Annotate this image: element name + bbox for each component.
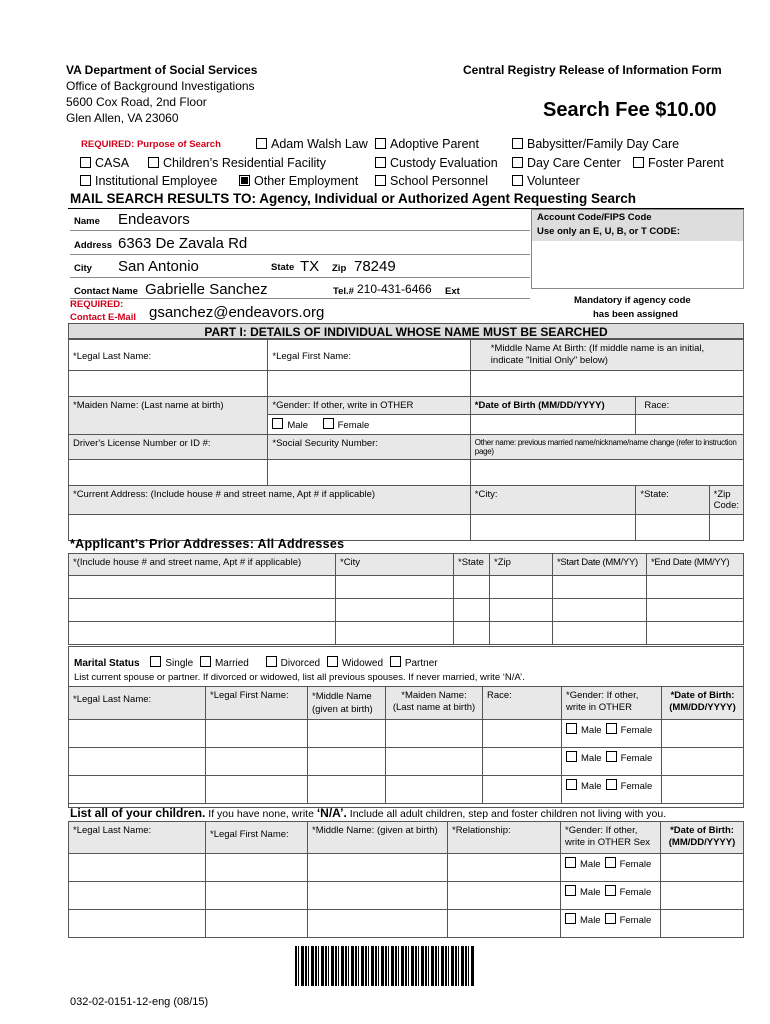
partner-label: Partner — [404, 658, 438, 669]
name-label: Name — [74, 216, 100, 227]
spouse-cell[interactable] — [206, 776, 308, 804]
divider — [70, 254, 530, 255]
checkbox[interactable] — [633, 157, 644, 168]
spouse-cell[interactable] — [662, 720, 744, 748]
child-first-label: *Legal First Name: — [206, 822, 308, 854]
marital-status-row — [74, 656, 438, 669]
search-fee: Search Fee $10.00 — [543, 99, 717, 121]
state-value[interactable]: TX — [300, 258, 320, 275]
checkbox[interactable] — [256, 138, 267, 149]
option-babysitter[interactable]: Babysitter/Family Day Care — [512, 137, 679, 151]
child-gender-label: *Gender: If other, write in OTHER Sex — [561, 822, 661, 854]
checkbox[interactable] — [375, 138, 386, 149]
checkbox[interactable] — [80, 157, 91, 168]
child-cell[interactable] — [661, 910, 744, 938]
prior-cell[interactable] — [69, 576, 336, 599]
spouse-cell[interactable] — [386, 776, 483, 804]
city-label-p1: *City: — [470, 486, 636, 515]
prior-cell[interactable] — [647, 576, 744, 599]
child-gender-cell — [561, 854, 661, 882]
prior-end-label: *End Date (MM/YY) — [647, 554, 744, 576]
child-cell[interactable] — [661, 854, 744, 882]
ssn-label: *Social Security Number: — [268, 435, 470, 460]
male-label: Male — [581, 781, 602, 792]
checkbox[interactable] — [80, 175, 91, 186]
child-middle-label: *Middle Name: (given at birth) — [308, 822, 448, 854]
spouse-dob-label: *Date of Birth: (MM/DD/YYYY) — [662, 687, 744, 720]
account-code-field[interactable] — [531, 209, 744, 289]
spouse-cell[interactable] — [206, 748, 308, 776]
male-label: Male — [581, 753, 602, 764]
prior-cell[interactable] — [336, 576, 454, 599]
mandatory-note-1: Mandatory if agency code — [574, 295, 691, 306]
female-checkbox[interactable] — [605, 857, 616, 868]
checkbox[interactable] — [512, 138, 523, 149]
female-label: Female — [619, 859, 652, 870]
prior-state-label: *State — [454, 554, 490, 576]
female-label: Female — [620, 753, 653, 764]
contact-value[interactable]: Gabrielle Sanchez — [145, 281, 268, 298]
ssn-field[interactable] — [268, 460, 470, 486]
address-line-2: Glen Allen, VA 23060 — [66, 111, 179, 125]
children-heading: List all of your children. If you have none, write ‘N/A’. Include all adult children, step and foster children not living with you. — [70, 806, 667, 820]
spouse-middle-label: *Middle Name (given at birth) — [308, 687, 386, 720]
ext-label: Ext — [445, 286, 460, 297]
spouse-cell[interactable] — [308, 776, 386, 804]
city-label: City — [74, 263, 92, 274]
part1-heading: PART I: DETAILS OF INDIVIDUAL WHOSE NAME MUST BE SEARCHED — [68, 323, 744, 339]
spouse-cell[interactable] — [206, 720, 308, 748]
spouse-gender-cell — [562, 776, 662, 804]
spouse-cell[interactable] — [69, 776, 206, 804]
spouse-cell[interactable] — [386, 748, 483, 776]
female-label: Female — [337, 420, 370, 431]
option-school[interactable]: School Personnel — [375, 174, 488, 188]
prior-cell[interactable] — [454, 599, 490, 622]
spouse-gender-label: *Gender: If other, write in OTHER — [562, 687, 662, 720]
partner-checkbox[interactable] — [390, 656, 401, 667]
spouse-cell[interactable] — [386, 720, 483, 748]
part1-table — [68, 339, 744, 541]
prior-cell[interactable] — [647, 622, 744, 645]
divider — [70, 298, 530, 299]
child-cell[interactable] — [448, 854, 561, 882]
divorced-checkbox[interactable] — [266, 656, 277, 667]
male-checkbox[interactable] — [566, 751, 577, 762]
prior-zip-label: *Zip — [490, 554, 553, 576]
male-label: Male — [581, 725, 602, 736]
prior-cell[interactable] — [336, 599, 454, 622]
male-checkbox[interactable] — [565, 885, 576, 896]
prior-cell[interactable] — [647, 599, 744, 622]
male-checkbox[interactable] — [566, 723, 577, 734]
zip-label-p1: *Zip Code: — [709, 486, 743, 515]
tel-value[interactable]: 210-431-6466 — [357, 282, 432, 296]
prior-cell[interactable] — [69, 622, 336, 645]
account-code-label: Account Code/FIPS Code — [537, 212, 652, 223]
middle-birth-field[interactable] — [470, 371, 743, 397]
child-cell[interactable] — [308, 882, 448, 910]
child-relationship-label: *Relationship: — [448, 822, 561, 854]
prior-cell[interactable] — [454, 576, 490, 599]
child-gender-cell — [561, 882, 661, 910]
prior-start-label: *Start Date (MM/YY) — [553, 554, 647, 576]
legal-last-field[interactable] — [69, 371, 268, 397]
female-checkbox[interactable] — [606, 751, 617, 762]
option-institutional[interactable]: Institutional Employee — [80, 174, 217, 188]
mail-heading: MAIL SEARCH RESULTS TO: Agency, Individual or Authorized Agent Requesting Search — [70, 191, 637, 206]
widowed-label: Widowed — [341, 658, 384, 669]
male-label: Male — [580, 859, 601, 870]
legal-first-label: *Legal First Name: — [268, 340, 470, 371]
prior-cell[interactable] — [69, 599, 336, 622]
male-label: Male — [580, 887, 601, 898]
marital-note: List current spouse or partner. If divorced or widowed, list all previous spouses. If never married, write ‘N/A’. — [74, 672, 525, 683]
married-checkbox[interactable] — [200, 656, 211, 667]
child-gender-cell — [561, 910, 661, 938]
child-cell[interactable] — [69, 882, 206, 910]
zip-label: Zip — [332, 263, 347, 274]
email-label: Contact E-Mail — [70, 312, 136, 323]
license-field[interactable] — [69, 460, 268, 486]
middle-birth-label: *Middle Name At Birth: (If middle name is an initial, indicate "Initial Only" below) — [470, 340, 743, 371]
dob-label: *Date of Birth (MM/DD/YYYY) — [470, 397, 636, 415]
female-label: Female — [620, 781, 653, 792]
checkbox[interactable] — [512, 157, 523, 168]
purpose-required-label: REQUIRED: Purpose of Search — [81, 139, 221, 150]
spouse-gender-cell — [562, 720, 662, 748]
form-title: Central Registry Release of Information Form — [463, 63, 722, 77]
spouse-race-label: Race: — [483, 687, 562, 720]
email-required-label: REQUIRED: — [70, 299, 124, 310]
spouse-last-label: *Legal Last Name: — [69, 687, 206, 720]
agency-name: VA Department of Social Services — [66, 63, 258, 77]
divider — [70, 277, 530, 278]
spouse-table — [68, 686, 744, 804]
option-foster[interactable]: Foster Parent — [633, 156, 724, 170]
checkbox[interactable] — [375, 175, 386, 186]
other-name-field[interactable] — [470, 460, 743, 486]
child-cell[interactable] — [308, 910, 448, 938]
child-cell[interactable] — [206, 854, 308, 882]
spouse-first-label: *Legal First Name: — [206, 687, 308, 720]
widowed-checkbox[interactable] — [327, 656, 338, 667]
female-checkbox[interactable] — [606, 779, 617, 790]
mandatory-note-2: has been assigned — [593, 309, 679, 320]
race-field[interactable] — [636, 415, 744, 435]
child-cell[interactable] — [206, 882, 308, 910]
option-day-care[interactable]: Day Care Center — [512, 156, 621, 170]
other-name-label: Other name: previous married name/nickname/name change (refer to instruction page) — [470, 435, 743, 460]
female-checkbox[interactable] — [606, 723, 617, 734]
option-other-employment[interactable]: Other Employment — [239, 174, 358, 188]
option-adam-walsh[interactable]: Adam Walsh Law — [256, 137, 368, 151]
spouse-cell[interactable] — [69, 748, 206, 776]
zip-field[interactable] — [709, 515, 743, 541]
single-label: Single — [165, 658, 194, 669]
spouse-gender-cell — [562, 748, 662, 776]
option-adoptive-parent[interactable]: Adoptive Parent — [375, 137, 479, 151]
legal-first-field[interactable] — [268, 371, 470, 397]
contact-label: Contact Name — [74, 286, 138, 297]
barcode — [295, 946, 475, 986]
prior-cell[interactable] — [553, 622, 647, 645]
form-number: 032-02-0151-12-eng (08/15) — [70, 996, 209, 1008]
spouse-maiden-label: *Maiden Name: (Last name at birth) — [386, 687, 483, 720]
address-line-1: 5600 Cox Road, 2nd Floor — [66, 95, 207, 109]
prior-table — [68, 553, 744, 645]
city-field[interactable] — [470, 515, 636, 541]
divorced-label: Divorced — [280, 658, 321, 669]
male-checkbox[interactable] — [565, 913, 576, 924]
address-value[interactable]: 6363 De Zavala Rd — [118, 235, 248, 252]
checkbox[interactable] — [148, 157, 159, 168]
prior-heading: *Applicant’s Prior Addresses: All Addresses — [70, 537, 345, 551]
single-checkbox[interactable] — [150, 656, 161, 667]
state-field[interactable] — [636, 515, 709, 541]
spouse-cell[interactable] — [483, 748, 562, 776]
male-label: Male — [287, 420, 308, 431]
male-checkbox[interactable] — [565, 857, 576, 868]
child-cell[interactable] — [448, 910, 561, 938]
tel-label: Tel.# — [333, 286, 354, 297]
child-cell[interactable] — [69, 910, 206, 938]
child-dob-label: *Date of Birth: (MM/DD/YYYY) — [661, 822, 744, 854]
male-checkbox[interactable] — [272, 418, 283, 429]
race-label: Race: — [636, 397, 744, 415]
spouse-cell[interactable] — [308, 748, 386, 776]
license-label: Driver's License Number or ID #: — [69, 435, 268, 460]
male-label: Male — [580, 915, 601, 926]
office-name: Office of Background Investigations — [66, 79, 255, 93]
option-casa[interactable]: CASA — [80, 156, 129, 170]
spouse-cell[interactable] — [483, 720, 562, 748]
spouse-cell[interactable] — [483, 776, 562, 804]
child-last-label: *Legal Last Name: — [69, 822, 206, 854]
prior-cell[interactable] — [336, 622, 454, 645]
spouse-cell[interactable] — [662, 776, 744, 804]
spouse-cell[interactable] — [308, 720, 386, 748]
prior-address-label: *(Include house # and street name, Apt # if applicable) — [69, 554, 336, 576]
name-value[interactable]: Endeavors — [118, 211, 190, 228]
prior-cell[interactable] — [490, 622, 553, 645]
divider — [70, 230, 530, 231]
female-checkbox[interactable] — [605, 885, 616, 896]
legal-last-label: *Legal Last Name: — [69, 340, 268, 371]
female-checkbox[interactable] — [323, 418, 334, 429]
marital-label: Marital Status — [74, 658, 140, 669]
spouse-cell[interactable] — [662, 748, 744, 776]
dob-field[interactable] — [470, 415, 636, 435]
female-label: Female — [619, 915, 652, 926]
zip-value[interactable]: 78249 — [354, 258, 396, 275]
checkbox-checked[interactable] — [239, 175, 250, 186]
prior-cell[interactable] — [490, 599, 553, 622]
state-label-p1: *State: — [636, 486, 709, 515]
checkbox[interactable] — [375, 157, 386, 168]
female-checkbox[interactable] — [605, 913, 616, 924]
checkbox[interactable] — [512, 175, 523, 186]
state-label: State — [271, 262, 295, 273]
prior-cell[interactable] — [454, 622, 490, 645]
child-cell[interactable] — [661, 882, 744, 910]
male-checkbox[interactable] — [566, 779, 577, 790]
option-childrens-residential[interactable]: Children’s Residential Facility — [148, 156, 326, 170]
address-label: Address — [74, 240, 113, 251]
city-value[interactable]: San Antonio — [118, 258, 199, 275]
female-label: Female — [619, 887, 652, 898]
spouse-cell[interactable] — [69, 720, 206, 748]
gender-options — [268, 415, 470, 435]
option-custody[interactable]: Custody Evaluation — [375, 156, 498, 170]
prior-cell[interactable] — [553, 599, 647, 622]
female-label: Female — [620, 725, 653, 736]
married-label: Married — [214, 658, 249, 669]
child-cell[interactable] — [206, 910, 308, 938]
prior-cell[interactable] — [553, 576, 647, 599]
account-code-note: Use only an E, U, B, or T CODE: — [537, 226, 681, 237]
child-cell[interactable] — [448, 882, 561, 910]
child-cell[interactable] — [308, 854, 448, 882]
children-table — [68, 821, 744, 938]
child-cell[interactable] — [69, 854, 206, 882]
gender-label: *Gender: If other, write in OTHER — [268, 397, 470, 415]
prior-cell[interactable] — [490, 576, 553, 599]
email-value[interactable]: gsanchez@endeavors.org — [149, 304, 325, 321]
prior-city-label: *City — [336, 554, 454, 576]
option-volunteer[interactable]: Volunteer — [512, 174, 580, 188]
current-address-label: *Current Address: (Include house # and street name, Apt # if applicable) — [69, 486, 471, 515]
maiden-label: *Maiden Name: (Last name at birth) — [69, 397, 268, 435]
